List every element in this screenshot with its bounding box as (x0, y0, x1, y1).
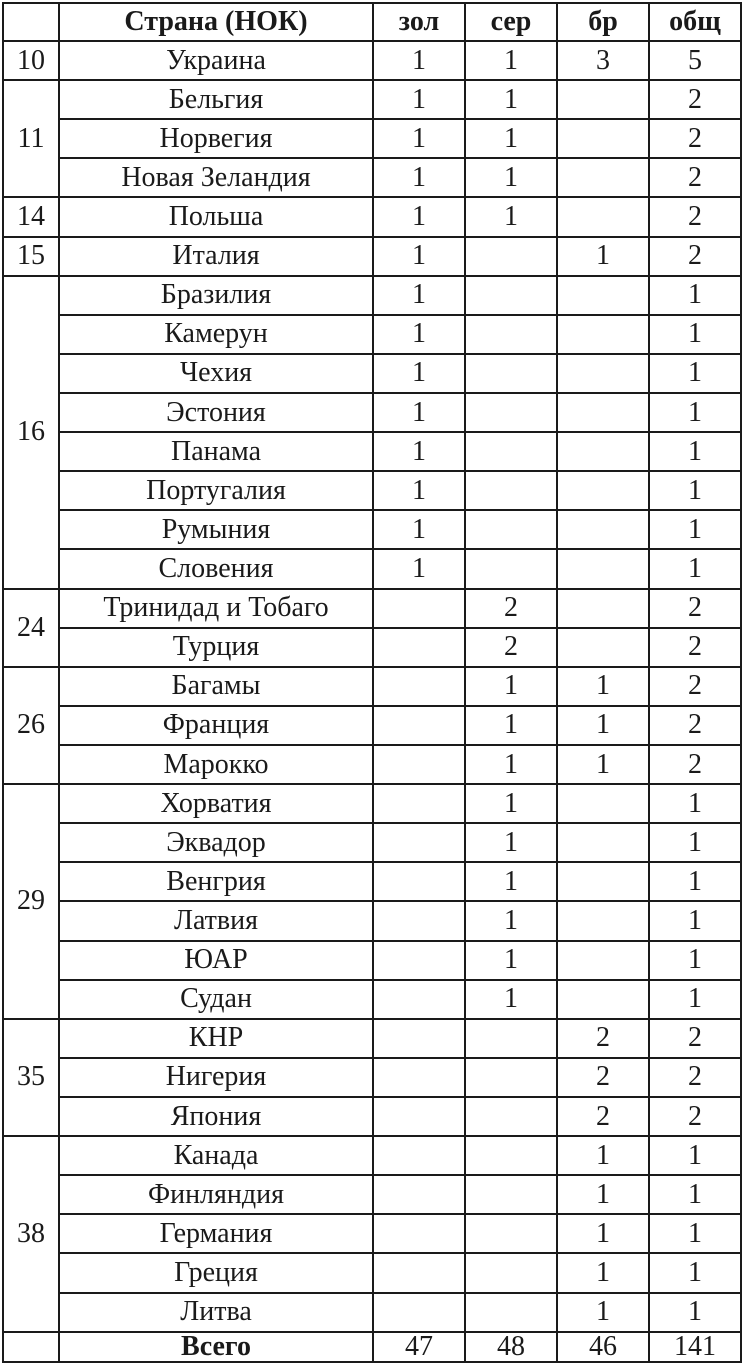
gold-cell: 1 (373, 80, 465, 119)
table-row (3, 549, 741, 588)
silver-cell (465, 432, 557, 471)
table-row (3, 589, 741, 628)
bronze-cell (557, 197, 649, 236)
total-cell: 1 (649, 1293, 741, 1333)
silver-cell (465, 549, 557, 588)
country-cell: Чехия (59, 354, 373, 393)
gold-cell (373, 980, 465, 1019)
total-cell: 2 (649, 119, 741, 158)
bronze-cell: 2 (557, 1058, 649, 1097)
rank-cell: 10 (3, 41, 59, 80)
total-cell: 1 (649, 941, 741, 980)
bronze-cell (557, 354, 649, 393)
gold-cell: 1 (373, 237, 465, 276)
country-cell: Норвегия (59, 119, 373, 158)
gold-cell (373, 1058, 465, 1097)
gold-cell (373, 1019, 465, 1058)
table-row (3, 862, 741, 901)
bronze-cell: 1 (557, 1175, 649, 1214)
gold-cell (373, 1175, 465, 1214)
table-row (3, 901, 741, 940)
silver-cell (465, 1019, 557, 1058)
table-body (3, 41, 741, 1332)
rank-cell: 15 (3, 237, 59, 276)
silver-cell (465, 315, 557, 354)
table-row (3, 823, 741, 862)
country-cell: Литва (59, 1293, 373, 1333)
silver-cell: 1 (465, 158, 557, 197)
total-cell: 1 (649, 276, 741, 315)
header-rank (3, 3, 59, 41)
bronze-cell: 1 (557, 1253, 649, 1292)
table-row (3, 471, 741, 510)
totals-gold: 47 (373, 1332, 465, 1362)
country-cell: Япония (59, 1097, 373, 1136)
gold-cell (373, 1136, 465, 1175)
total-cell: 2 (649, 1019, 741, 1058)
silver-cell: 1 (465, 41, 557, 80)
rank-cell: 14 (3, 197, 59, 236)
bronze-cell: 3 (557, 41, 649, 80)
silver-cell: 1 (465, 784, 557, 823)
gold-cell: 1 (373, 41, 465, 80)
bronze-cell (557, 980, 649, 1019)
bronze-cell (557, 784, 649, 823)
gold-cell: 1 (373, 315, 465, 354)
country-cell: Бельгия (59, 80, 373, 119)
table-row (3, 237, 741, 276)
silver-cell (465, 1097, 557, 1136)
silver-cell (465, 471, 557, 510)
silver-cell (465, 1058, 557, 1097)
bronze-cell (557, 901, 649, 940)
gold-cell (373, 1214, 465, 1253)
table-row (3, 1136, 741, 1175)
silver-cell (465, 1136, 557, 1175)
bronze-cell (557, 941, 649, 980)
total-cell: 1 (649, 1175, 741, 1214)
silver-cell: 1 (465, 667, 557, 706)
totals-bronze: 46 (557, 1332, 649, 1362)
country-cell: Бразилия (59, 276, 373, 315)
gold-cell: 1 (373, 197, 465, 236)
bronze-cell (557, 276, 649, 315)
header-silver: сер (465, 3, 557, 41)
gold-cell: 1 (373, 471, 465, 510)
total-cell: 1 (649, 784, 741, 823)
country-cell: Финляндия (59, 1175, 373, 1214)
silver-cell (465, 1175, 557, 1214)
total-cell: 2 (649, 1097, 741, 1136)
totals-silver: 48 (465, 1332, 557, 1362)
gold-cell (373, 941, 465, 980)
table-row (3, 432, 741, 471)
country-cell: Марокко (59, 745, 373, 784)
silver-cell (465, 1214, 557, 1253)
bronze-cell (557, 823, 649, 862)
country-cell: Панама (59, 432, 373, 471)
country-cell: Турция (59, 628, 373, 667)
rank-cell: 35 (3, 1019, 59, 1136)
rank-cell: 16 (3, 276, 59, 589)
totals-rank-cell (3, 1332, 59, 1362)
table-row (3, 158, 741, 197)
total-cell: 2 (649, 237, 741, 276)
total-cell: 5 (649, 41, 741, 80)
country-cell: Хорватия (59, 784, 373, 823)
rank-cell: 38 (3, 1136, 59, 1332)
gold-cell (373, 745, 465, 784)
table-row (3, 1058, 741, 1097)
table-row (3, 119, 741, 158)
table-footer (3, 1332, 741, 1362)
gold-cell (373, 1097, 465, 1136)
bronze-cell (557, 158, 649, 197)
total-cell: 1 (649, 901, 741, 940)
gold-cell: 1 (373, 119, 465, 158)
total-cell: 2 (649, 589, 741, 628)
country-cell: Эстония (59, 393, 373, 432)
country-cell: ЮАР (59, 941, 373, 980)
header-total: общ (649, 3, 741, 41)
gold-cell: 1 (373, 432, 465, 471)
country-cell: Румыния (59, 510, 373, 549)
table-row (3, 1293, 741, 1333)
country-cell: Украина (59, 41, 373, 80)
bronze-cell: 1 (557, 667, 649, 706)
bronze-cell: 1 (557, 1214, 649, 1253)
table-row (3, 510, 741, 549)
country-cell: Португалия (59, 471, 373, 510)
country-cell: Греция (59, 1253, 373, 1292)
gold-cell: 1 (373, 158, 465, 197)
silver-cell: 2 (465, 589, 557, 628)
bronze-cell (557, 589, 649, 628)
total-cell: 1 (649, 432, 741, 471)
table-row (3, 706, 741, 745)
total-cell: 1 (649, 510, 741, 549)
country-cell: Латвия (59, 901, 373, 940)
totals-row (3, 1332, 741, 1362)
table-row (3, 393, 741, 432)
silver-cell (465, 354, 557, 393)
gold-cell (373, 1253, 465, 1292)
gold-cell: 1 (373, 276, 465, 315)
country-cell: Багамы (59, 667, 373, 706)
header-gold: зол (373, 3, 465, 41)
table-row (3, 941, 741, 980)
silver-cell: 1 (465, 862, 557, 901)
silver-cell: 1 (465, 197, 557, 236)
total-cell: 2 (649, 197, 741, 236)
silver-cell: 1 (465, 941, 557, 980)
total-cell: 1 (649, 1136, 741, 1175)
total-cell: 2 (649, 745, 741, 784)
bronze-cell (557, 315, 649, 354)
silver-cell: 1 (465, 119, 557, 158)
gold-cell (373, 667, 465, 706)
rank-cell: 24 (3, 589, 59, 667)
total-cell: 1 (649, 980, 741, 1019)
bronze-cell: 1 (557, 706, 649, 745)
header-bronze: бр (557, 3, 649, 41)
table-row (3, 1253, 741, 1292)
country-cell: Тринидад и Тобаго (59, 589, 373, 628)
bronze-cell: 1 (557, 237, 649, 276)
table-row (3, 980, 741, 1019)
header-country: Страна (НОК) (59, 3, 373, 41)
gold-cell (373, 589, 465, 628)
total-cell: 2 (649, 706, 741, 745)
table-row (3, 354, 741, 393)
silver-cell: 1 (465, 980, 557, 1019)
gold-cell: 1 (373, 549, 465, 588)
silver-cell: 2 (465, 628, 557, 667)
bronze-cell: 2 (557, 1097, 649, 1136)
medal-table (2, 2, 742, 1363)
total-cell: 1 (649, 1253, 741, 1292)
bronze-cell: 1 (557, 1293, 649, 1333)
gold-cell (373, 628, 465, 667)
table-row (3, 745, 741, 784)
silver-cell (465, 510, 557, 549)
bronze-cell (557, 119, 649, 158)
bronze-cell (557, 862, 649, 901)
rank-cell: 29 (3, 784, 59, 1019)
table-row (3, 1019, 741, 1058)
rank-cell: 26 (3, 667, 59, 784)
bronze-cell: 1 (557, 745, 649, 784)
silver-cell: 1 (465, 745, 557, 784)
silver-cell (465, 1293, 557, 1333)
country-cell: Судан (59, 980, 373, 1019)
bronze-cell (557, 549, 649, 588)
gold-cell (373, 706, 465, 745)
table-row (3, 197, 741, 236)
table-header (3, 3, 741, 41)
total-cell: 2 (649, 1058, 741, 1097)
country-cell: КНР (59, 1019, 373, 1058)
country-cell: Камерун (59, 315, 373, 354)
totals-total: 141 (649, 1332, 741, 1362)
rank-cell: 11 (3, 80, 59, 197)
gold-cell: 1 (373, 393, 465, 432)
table-row (3, 1097, 741, 1136)
total-cell: 1 (649, 1214, 741, 1253)
total-cell: 1 (649, 354, 741, 393)
silver-cell: 1 (465, 901, 557, 940)
table-row (3, 1175, 741, 1214)
bronze-cell: 2 (557, 1019, 649, 1058)
silver-cell (465, 237, 557, 276)
country-cell: Канада (59, 1136, 373, 1175)
gold-cell (373, 1293, 465, 1333)
country-cell: Венгрия (59, 862, 373, 901)
bronze-cell (557, 628, 649, 667)
bronze-cell (557, 393, 649, 432)
gold-cell (373, 784, 465, 823)
table-row (3, 276, 741, 315)
total-cell: 1 (649, 823, 741, 862)
silver-cell: 1 (465, 80, 557, 119)
table-row (3, 628, 741, 667)
totals-label: Всего (59, 1332, 373, 1362)
table-row (3, 41, 741, 80)
gold-cell (373, 901, 465, 940)
country-cell: Германия (59, 1214, 373, 1253)
table-row (3, 784, 741, 823)
total-cell: 1 (649, 393, 741, 432)
country-cell: Польша (59, 197, 373, 236)
bronze-cell: 1 (557, 1136, 649, 1175)
bronze-cell (557, 510, 649, 549)
total-cell: 1 (649, 549, 741, 588)
gold-cell (373, 862, 465, 901)
silver-cell (465, 1253, 557, 1292)
silver-cell (465, 393, 557, 432)
country-cell: Нигерия (59, 1058, 373, 1097)
gold-cell: 1 (373, 510, 465, 549)
total-cell: 2 (649, 667, 741, 706)
table-row (3, 80, 741, 119)
country-cell: Новая Зеландия (59, 158, 373, 197)
silver-cell: 1 (465, 823, 557, 862)
country-cell: Словения (59, 549, 373, 588)
table-row (3, 1214, 741, 1253)
header-row (3, 3, 741, 41)
bronze-cell (557, 471, 649, 510)
table-row (3, 315, 741, 354)
silver-cell: 1 (465, 706, 557, 745)
gold-cell (373, 823, 465, 862)
total-cell: 1 (649, 315, 741, 354)
country-cell: Эквадор (59, 823, 373, 862)
total-cell: 2 (649, 80, 741, 119)
bronze-cell (557, 80, 649, 119)
country-cell: Италия (59, 237, 373, 276)
gold-cell: 1 (373, 354, 465, 393)
silver-cell (465, 276, 557, 315)
country-cell: Франция (59, 706, 373, 745)
table-row (3, 667, 741, 706)
total-cell: 2 (649, 158, 741, 197)
total-cell: 1 (649, 471, 741, 510)
total-cell: 1 (649, 862, 741, 901)
total-cell: 2 (649, 628, 741, 667)
bronze-cell (557, 432, 649, 471)
